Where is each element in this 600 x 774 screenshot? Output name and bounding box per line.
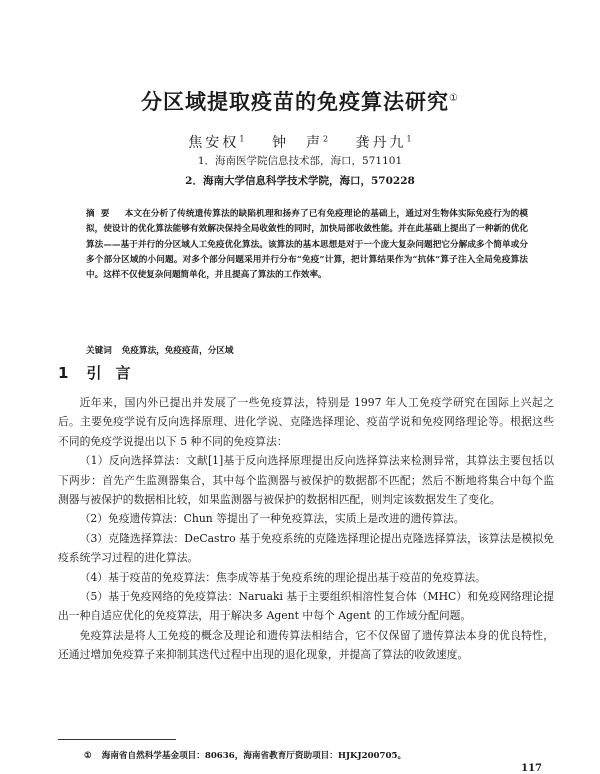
paragraph: （4）基于疫苗的免疫算法：焦李成等基于免疫系统的理论提出基于疫苗的免疫算法。 — [79, 570, 486, 584]
title-text: 分区域提取疫苗的免疫算法研究 — [141, 90, 450, 114]
keywords-text: 免疫算法，免疫疫苗，分区域 — [121, 346, 234, 356]
section-title: 引言 — [86, 364, 145, 382]
page-number: 117 — [521, 763, 542, 774]
author-list — [0, 132, 600, 152]
paragraph: 近年来，国内外已提出并发展了一些免疫算法，特别是 1997 年人工免疫学研究在国际上兴起之后。主要免疫学说有反向选择原理、进化学说、克隆选择理论、疫苗学说和免疫网络理论等。根据这些不同的免疫学说提出以下 5 种不同的免疫算法： — [58, 396, 554, 448]
abstract — [86, 207, 528, 283]
author-affil-mark: 1 — [239, 134, 245, 144]
paragraph: （5）基于免疫网络的免疫算法：Naruaki 基于主要组织相溶性复合体（MHC）和免疫网络理论提出一种自适应优化的免疫算法，用于解决多 Agent 中每个 Agent 的工作域分配问题。 — [58, 590, 554, 623]
author-name: 焦安权 — [188, 135, 240, 151]
section-heading — [58, 362, 144, 383]
paragraph: （2）免疫遗传算法：Chun 等提出了一种免疫算法，实质上是改进的遗传算法。 — [79, 512, 465, 526]
paper-title — [0, 86, 600, 116]
footnote-mark: ① — [84, 751, 92, 761]
abstract-label: 摘要 — [86, 209, 116, 219]
paragraph: （3）克隆选择算法：DeCastro 基于免疫系统的克隆选择理论提出克隆选择算法，该算法是模拟免疫系统学习过程的进化算法。 — [58, 531, 554, 565]
section-number: 1 — [58, 364, 69, 382]
author-2 — [272, 135, 328, 151]
body-text — [58, 393, 554, 665]
author-name: 龚丹九 — [355, 135, 407, 151]
title-footnote-mark: ① — [449, 93, 459, 104]
author-name: 钟 声 — [271, 135, 323, 151]
keywords-label: 关键词 — [86, 346, 112, 356]
footnote-divider — [58, 739, 176, 740]
affiliation-2: 2．海南大学信息科学技术学院，海口，570228 — [185, 175, 415, 187]
author-3 — [356, 135, 412, 151]
paragraph: 免疫算法是将人工免疫的概念及理论和遗传算法相结合，它不仅保留了遗传算法本身的优良特性，还通过增加免疫算子来抑制其迭代过程中出现的退化现象，并提高了算法的收敛速度。 — [58, 628, 554, 662]
abstract-text: 本文在分析了传统遗传算法的缺陷机理和扬弃了已有免疫理论的基础上，通过对生物体实际免疫行为的模拟，使设计的优化算法能够有效解决保持全局收敛性的同时，加快局部收敛性能。并在此基础上提出了一种新的优化算法——基于并行的分区域人工免疫优化算法。该算法的基本思想是对于一个庞大复杂问题把它分解成多个简单或分多个部分区域的小问题。对多个部分问题采用并行分布“免疫”计算，把计算结果作为“抗体”算子注入全局免疫算法中。这样不仅使复杂问题简单化，并且提高了算法的工作效率。 — [86, 209, 528, 281]
keywords — [86, 344, 528, 356]
footnote-text: 海南省自然科学基金项目：80636，海南省教育厅资助项目：HJKJ200705。 — [101, 751, 407, 761]
author-affil-mark: 1 — [406, 134, 412, 144]
paragraph: （1）反向选择算法：文献[1]基于反向选择原理提出反向选择算法来检测异常，其算法主要包括以下两步：首先产生监测器集合，其中每个监测器与被保护的数据都不匹配；然后不断地将集合中每个监测器与被保护的数据相比较，如果监测器与被保护的数据相匹配，则判定该数据发生了变化。 — [58, 454, 554, 507]
affiliation-1: 1．海南医学院信息技术部，海口，571101 — [197, 155, 403, 167]
author-1 — [188, 135, 244, 151]
author-affil-mark: 2 — [322, 134, 329, 144]
footnote — [84, 749, 406, 761]
